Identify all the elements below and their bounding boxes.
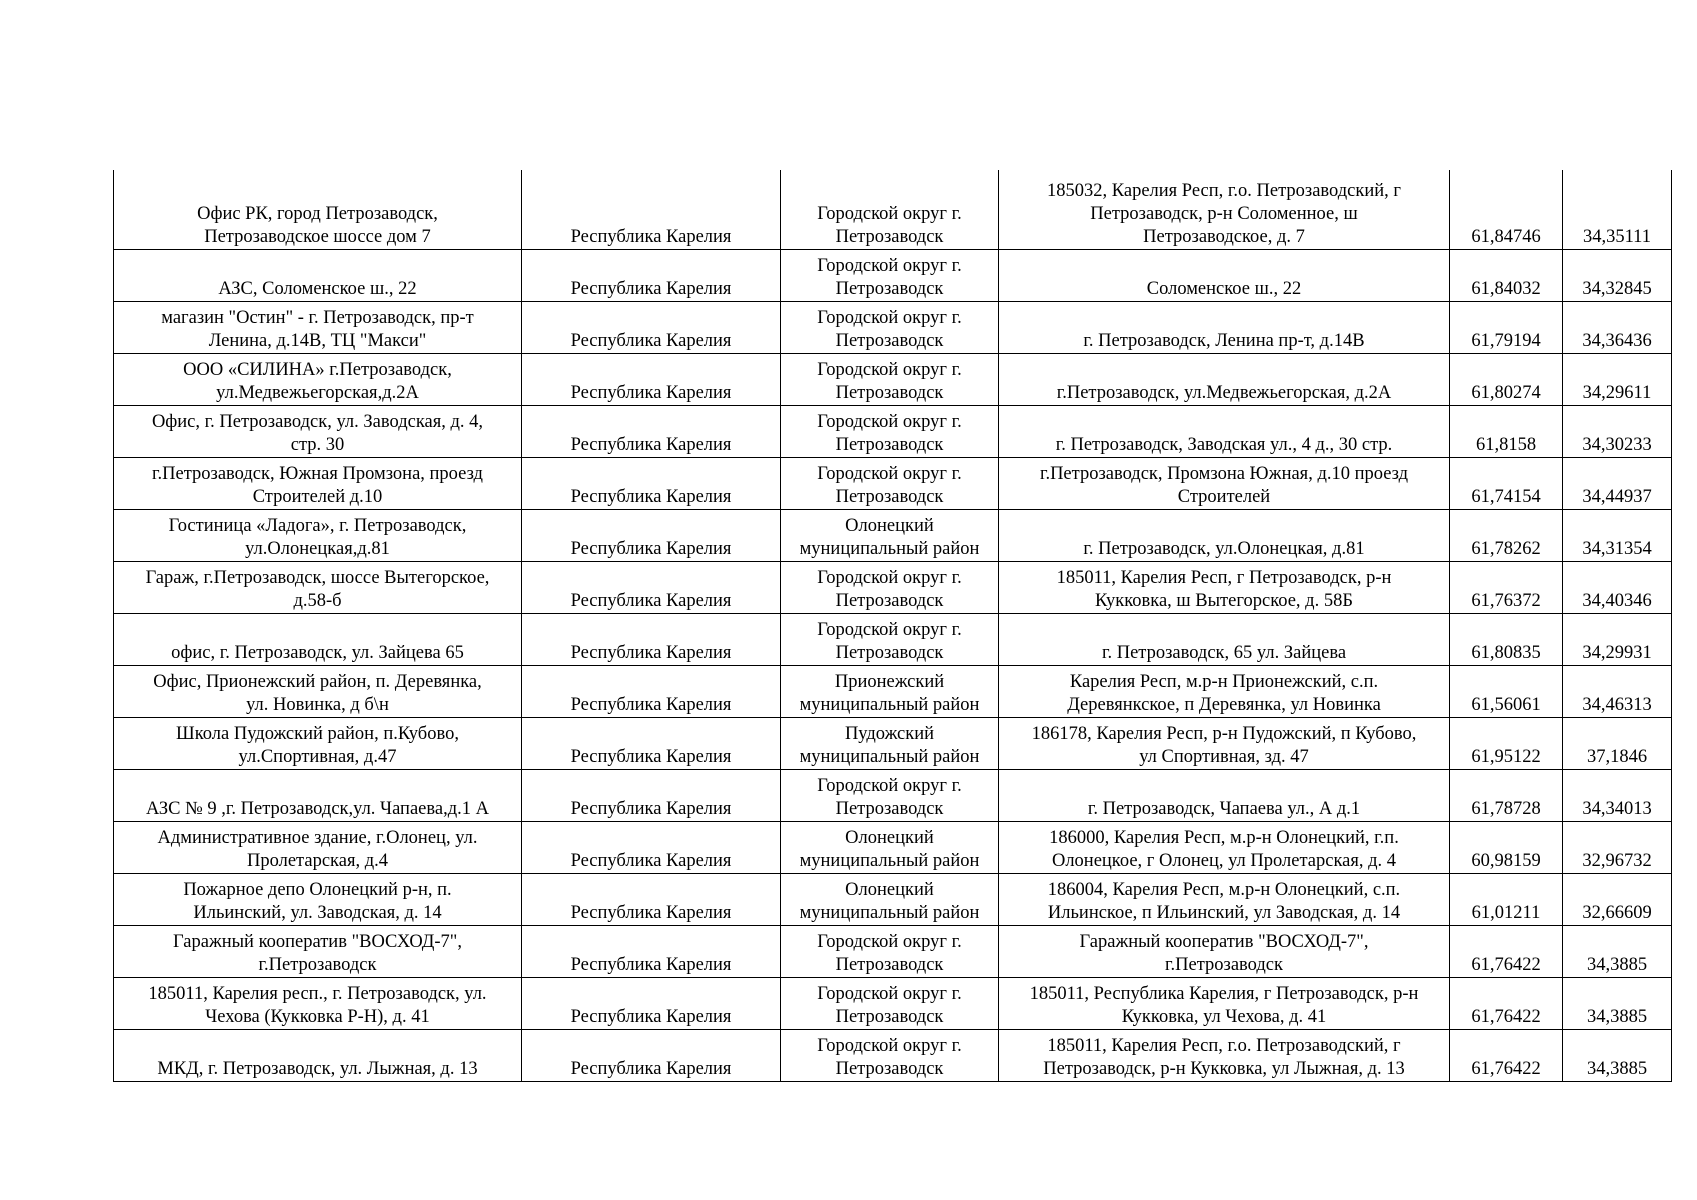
cell-text-line: Офис РК, город Петрозаводск, (197, 204, 438, 224)
cell-text-line: 34,3885 (1586, 1007, 1648, 1027)
cell-text-line: муниципальный район (799, 851, 980, 871)
cell-text-line: 34,3885 (1586, 1059, 1648, 1079)
cell-text-line: 61,84746 (1471, 227, 1541, 247)
longitude-cell (1563, 614, 1672, 666)
cell-text-line: 61,78262 (1471, 539, 1541, 559)
object-name-cell (114, 666, 522, 718)
longitude-cell (1563, 406, 1672, 458)
district-cell (781, 170, 999, 250)
cell-text-line: 32,66609 (1582, 903, 1652, 923)
address-cell (999, 822, 1450, 874)
cell-text-line: Прионежский (834, 672, 945, 692)
longitude-cell (1563, 874, 1672, 926)
longitude-cell (1563, 354, 1672, 406)
cell-text-line: г.Петрозаводск (258, 955, 377, 975)
cell-text-line: Республика Карелия (570, 435, 732, 455)
region-cell (522, 874, 781, 926)
latitude-cell (1450, 354, 1563, 406)
district-cell (781, 1030, 999, 1082)
cell-text-line: г. Петрозаводск, Чапаева ул., А д.1 (1087, 799, 1361, 819)
cell-text-line: 34,29611 (1582, 383, 1652, 403)
table-row (114, 822, 1672, 874)
cell-text-line: Петрозаводск (835, 383, 944, 403)
address-cell (999, 170, 1450, 250)
cell-text-line: Городской округ г. (817, 932, 962, 952)
district-cell (781, 822, 999, 874)
cell-text-line: Городской округ г. (817, 360, 962, 380)
address-cell (999, 978, 1450, 1030)
table-row (114, 354, 1672, 406)
cell-text-line: Республика Карелия (570, 227, 732, 247)
object-name-cell (114, 1030, 522, 1082)
cell-text-line: Олонецкий (845, 516, 934, 536)
object-name-cell (114, 458, 522, 510)
latitude-cell (1450, 666, 1563, 718)
cell-text-line: Петрозаводск (835, 227, 944, 247)
object-name-cell (114, 614, 522, 666)
table-row (114, 614, 1672, 666)
table-row (114, 666, 1672, 718)
district-cell (781, 302, 999, 354)
region-cell (522, 302, 781, 354)
table-row (114, 1030, 1672, 1082)
object-name-cell (114, 170, 522, 250)
latitude-cell (1450, 250, 1563, 302)
longitude-cell (1563, 770, 1672, 822)
cell-text-line: ул.Олонецкая,д.81 (245, 539, 390, 559)
longitude-cell (1563, 458, 1672, 510)
longitude-cell (1563, 822, 1672, 874)
latitude-cell (1450, 562, 1563, 614)
cell-text-line: Петрозаводск (835, 955, 944, 975)
cell-text-line: Гараж, г.Петрозаводск, шоссе Вытегорское, (145, 568, 490, 588)
latitude-cell (1450, 770, 1563, 822)
region-cell (522, 354, 781, 406)
cell-text-line: Петрозаводск (835, 331, 944, 351)
object-name-cell (114, 770, 522, 822)
latitude-cell (1450, 406, 1563, 458)
cell-text-line: Республика Карелия (570, 331, 732, 351)
address-cell (999, 510, 1450, 562)
cell-text-line: 61,80835 (1471, 643, 1541, 663)
latitude-cell (1450, 822, 1563, 874)
cell-text-line: Карелия Респ, м.р-н Прионежский, с.п. (1069, 672, 1379, 692)
region-cell (522, 562, 781, 614)
longitude-cell (1563, 510, 1672, 562)
region-cell (522, 510, 781, 562)
latitude-cell (1450, 718, 1563, 770)
cell-text-line: г.Петрозаводск (1165, 955, 1283, 975)
region-cell (522, 978, 781, 1030)
region-cell (522, 614, 781, 666)
district-cell (781, 614, 999, 666)
cell-text-line: 34,35111 (1582, 227, 1651, 247)
object-name-cell (114, 926, 522, 978)
cell-text-line: ул. Новинка, д б\н (246, 695, 389, 715)
longitude-cell (1563, 1030, 1672, 1082)
cell-text-line: 61,95122 (1471, 747, 1541, 767)
cell-text-line: Городской округ г. (817, 308, 962, 328)
cell-text-line: 37,1846 (1586, 747, 1648, 767)
cell-text-line: Пролетарская, д.4 (246, 851, 388, 871)
cell-text-line: Республика Карелия (570, 591, 732, 611)
cell-text-line: Чехова (Кукковка Р-Н), д. 41 (205, 1007, 430, 1027)
table-row (114, 718, 1672, 770)
cell-text-line: Соломенское ш., 22 (1146, 279, 1302, 299)
cell-text-line: Пудожский (844, 724, 935, 744)
cell-text-line: Петрозаводск, р-н Кукковка, ул Лыжная, д. 13 (1043, 1059, 1405, 1079)
cell-text-line: г. Петрозаводск, 65 ул. Зайцева (1101, 643, 1347, 663)
table-row (114, 562, 1672, 614)
registry-table (113, 170, 1672, 1082)
cell-text-line: Петрозаводск, р-н Соломенное, ш (1090, 204, 1358, 224)
cell-text-line: г. Петрозаводск, ул.Олонецкая, д.81 (1083, 539, 1365, 559)
cell-text-line: Олонецкое, г Олонец, ул Пролетарская, д. 4 (1051, 851, 1397, 871)
cell-text-line: Ленина, д.14В, ТЦ "Макси" (208, 331, 427, 351)
object-name-cell (114, 978, 522, 1030)
cell-text-line: муниципальный район (799, 539, 980, 559)
cell-text-line: Олонецкий (845, 880, 934, 900)
cell-text-line: Городской округ г. (817, 776, 962, 796)
table-row (114, 406, 1672, 458)
cell-text-line: 61,76422 (1471, 1007, 1541, 1027)
cell-text-line: Ильинское, п Ильинский, ул Заводская, д. 14 (1047, 903, 1401, 923)
address-cell (999, 614, 1450, 666)
cell-text-line: МКД, г. Петрозаводск, ул. Лыжная, д. 13 (157, 1059, 478, 1079)
cell-text-line: Петрозаводск (835, 435, 944, 455)
object-name-cell (114, 354, 522, 406)
address-cell (999, 250, 1450, 302)
cell-text-line: АЗС, Соломенское ш., 22 (218, 279, 417, 299)
cell-text-line: 61,74154 (1471, 487, 1541, 507)
cell-text-line: Петрозаводск (835, 799, 944, 819)
latitude-cell (1450, 170, 1563, 250)
latitude-cell (1450, 926, 1563, 978)
longitude-cell (1563, 562, 1672, 614)
cell-text-line: 34,3885 (1586, 955, 1648, 975)
longitude-cell (1563, 302, 1672, 354)
cell-text-line: ул Спортивная, зд. 47 (1139, 747, 1309, 767)
cell-text-line: 32,96732 (1582, 851, 1652, 871)
latitude-cell (1450, 458, 1563, 510)
region-cell (522, 770, 781, 822)
cell-text-line: Гаражный кооператив "ВОСХОД-7", (1079, 932, 1369, 952)
object-name-cell (114, 510, 522, 562)
cell-text-line: д.58-б (293, 591, 342, 611)
district-cell (781, 978, 999, 1030)
region-cell (522, 822, 781, 874)
cell-text-line: г.Петрозаводск, Промзона Южная, д.10 проезд (1039, 464, 1409, 484)
region-cell (522, 406, 781, 458)
cell-text-line: Городской округ г. (817, 620, 962, 640)
cell-text-line: Ильинский, ул. Заводская, д. 14 (193, 903, 442, 923)
cell-text-line: Кукковка, ш Вытегорское, д. 58Б (1095, 591, 1353, 611)
cell-text-line: 186000, Карелия Респ, м.р-н Олонецкий, г.п. (1049, 828, 1399, 848)
cell-text-line: офис, г. Петрозаводск, ул. Зайцева 65 (171, 643, 464, 663)
cell-text-line: Республика Карелия (570, 1059, 732, 1079)
cell-text-line: г. Петрозаводск, Ленина пр-т, д.14В (1083, 331, 1365, 351)
cell-text-line: 61,76372 (1471, 591, 1541, 611)
region-cell (522, 250, 781, 302)
cell-text-line: 185011, Карелия Респ, г.о. Петрозаводский, г (1047, 1036, 1401, 1056)
district-cell (781, 562, 999, 614)
cell-text-line: 34,29931 (1582, 643, 1652, 663)
cell-text-line: 60,98159 (1471, 851, 1541, 871)
region-cell (522, 170, 781, 250)
cell-text-line: стр. 30 (290, 435, 345, 455)
cell-text-line: Кукковка, ул Чехова, д. 41 (1121, 1007, 1327, 1027)
region-cell (522, 458, 781, 510)
cell-text-line: 34,36436 (1582, 331, 1652, 351)
cell-text-line: Деревянкское, п Деревянка, ул Новинка (1067, 695, 1381, 715)
longitude-cell (1563, 926, 1672, 978)
cell-text-line: Офис, Прионежский район, п. Деревянка, (153, 672, 482, 692)
latitude-cell (1450, 874, 1563, 926)
cell-text-line: 34,40346 (1582, 591, 1652, 611)
cell-text-line: Школа Пудожский район, п.Кубово, (176, 724, 459, 744)
cell-text-line: ул.Медвежьегорская,д.2А (216, 383, 419, 403)
cell-text-line: Петрозаводск (835, 487, 944, 507)
object-name-cell (114, 250, 522, 302)
address-cell (999, 302, 1450, 354)
cell-text-line: Республика Карелия (570, 695, 732, 715)
cell-text-line: Городской округ г. (817, 204, 962, 224)
cell-text-line: г.Петрозаводск, Южная Промзона, проезд (152, 464, 483, 484)
cell-text-line: 185011, Республика Карелия, г Петрозаводск, р-н (1029, 984, 1419, 1004)
cell-text-line: Строителей д.10 (252, 487, 383, 507)
cell-text-line: г.Петрозаводск, ул.Медвежьегорская, д.2А (1056, 383, 1392, 403)
address-cell (999, 562, 1450, 614)
cell-text-line: Петрозаводск (835, 1007, 944, 1027)
latitude-cell (1450, 614, 1563, 666)
cell-text-line: 61,84032 (1471, 279, 1541, 299)
cell-text-line: Строителей (1177, 487, 1271, 507)
address-cell (999, 926, 1450, 978)
object-name-cell (114, 718, 522, 770)
cell-text-line: 185011, Карелия респ., г. Петрозаводск, ул. (148, 984, 487, 1004)
cell-text-line: Олонецкий (845, 828, 934, 848)
cell-text-line: 61,78728 (1471, 799, 1541, 819)
address-cell (999, 354, 1450, 406)
cell-text-line: ООО «СИЛИНА» г.Петрозаводск, (183, 360, 452, 380)
cell-text-line: ул.Спортивная, д.47 (238, 747, 397, 767)
table-row (114, 978, 1672, 1030)
table-row (114, 770, 1672, 822)
cell-text-line: Административное здание, г.Олонец, ул. (157, 828, 478, 848)
cell-text-line: муниципальный район (799, 695, 980, 715)
cell-text-line: Республика Карелия (570, 643, 732, 663)
address-cell (999, 406, 1450, 458)
cell-text-line: магазин "Остин" - г. Петрозаводск, пр-т (161, 308, 474, 328)
cell-text-line: 34,44937 (1582, 487, 1652, 507)
cell-text-line: Петрозаводск (835, 1059, 944, 1079)
district-cell (781, 874, 999, 926)
district-cell (781, 718, 999, 770)
object-name-cell (114, 874, 522, 926)
table-row (114, 874, 1672, 926)
cell-text-line: Петрозаводск (835, 591, 944, 611)
cell-text-line: Городской округ г. (817, 568, 962, 588)
cell-text-line: 34,46313 (1582, 695, 1652, 715)
cell-text-line: 61,76422 (1471, 1059, 1541, 1079)
longitude-cell (1563, 250, 1672, 302)
longitude-cell (1563, 170, 1672, 250)
cell-text-line: 61,56061 (1471, 695, 1541, 715)
district-cell (781, 770, 999, 822)
object-name-cell (114, 562, 522, 614)
address-cell (999, 666, 1450, 718)
cell-text-line: 186004, Карелия Респ, м.р-н Олонецкий, с.п. (1047, 880, 1401, 900)
address-cell (999, 458, 1450, 510)
object-name-cell (114, 302, 522, 354)
region-cell (522, 1030, 781, 1082)
latitude-cell (1450, 510, 1563, 562)
cell-text-line: АЗС № 9 ,г. Петрозаводск,ул. Чапаева,д.1 А (146, 799, 489, 819)
cell-text-line: Петрозаводское шоссе дом 7 (204, 227, 431, 247)
table-row (114, 458, 1672, 510)
cell-text-line: 185011, Карелия Респ, г Петрозаводск, р-н (1056, 568, 1392, 588)
cell-text-line: 61,80274 (1471, 383, 1541, 403)
cell-text-line: муниципальный район (799, 747, 980, 767)
cell-text-line: Городской округ г. (817, 1036, 962, 1056)
address-cell (999, 874, 1450, 926)
cell-text-line: 34,34013 (1582, 799, 1652, 819)
table-row (114, 302, 1672, 354)
cell-text-line: 34,32845 (1582, 279, 1652, 299)
cell-text-line: Гаражный кооператив "ВОСХОД-7", (173, 932, 462, 952)
cell-text-line: 61,01211 (1471, 903, 1541, 923)
cell-text-line: 61,76422 (1471, 955, 1541, 975)
cell-text-line: Республика Карелия (570, 279, 732, 299)
region-cell (522, 666, 781, 718)
cell-text-line: Республика Карелия (570, 903, 732, 923)
registry-table-body (114, 170, 1672, 1082)
longitude-cell (1563, 718, 1672, 770)
district-cell (781, 458, 999, 510)
district-cell (781, 406, 999, 458)
cell-text-line: Республика Карелия (570, 383, 732, 403)
table-row (114, 250, 1672, 302)
cell-text-line: 61,8158 (1475, 435, 1537, 455)
address-cell (999, 1030, 1450, 1082)
cell-text-line: Республика Карелия (570, 1007, 732, 1027)
cell-text-line: Гостиница «Ладога», г. Петрозаводск, (168, 516, 467, 536)
region-cell (522, 718, 781, 770)
cell-text-line: Республика Карелия (570, 851, 732, 871)
district-cell (781, 666, 999, 718)
cell-text-line: Петрозаводск (835, 279, 944, 299)
cell-text-line: муниципальный район (799, 903, 980, 923)
latitude-cell (1450, 978, 1563, 1030)
cell-text-line: Республика Карелия (570, 487, 732, 507)
latitude-cell (1450, 1030, 1563, 1082)
district-cell (781, 926, 999, 978)
address-cell (999, 770, 1450, 822)
table-row (114, 926, 1672, 978)
cell-text-line: Республика Карелия (570, 955, 732, 975)
cell-text-line: г. Петрозаводск, Заводская ул., 4 д., 30 стр. (1055, 435, 1393, 455)
cell-text-line: Городской округ г. (817, 256, 962, 276)
cell-text-line: 34,30233 (1582, 435, 1652, 455)
district-cell (781, 510, 999, 562)
cell-text-line: 186178, Карелия Респ, р-н Пудожский, п Кубово, (1031, 724, 1417, 744)
cell-text-line: Республика Карелия (570, 539, 732, 559)
cell-text-line: Петрозаводское, д. 7 (1143, 227, 1305, 247)
cell-text-line: Офис, г. Петрозаводск, ул. Заводская, д. 4, (151, 412, 484, 432)
district-cell (781, 250, 999, 302)
address-cell (999, 718, 1450, 770)
object-name-cell (114, 406, 522, 458)
cell-text-line: Пожарное депо Олонецкий р-н, п. (183, 880, 452, 900)
longitude-cell (1563, 666, 1672, 718)
table-row (114, 170, 1672, 250)
longitude-cell (1563, 978, 1672, 1030)
cell-text-line: Городской округ г. (817, 464, 962, 484)
cell-text-line: Городской округ г. (817, 412, 962, 432)
object-name-cell (114, 822, 522, 874)
cell-text-line: 61,79194 (1471, 331, 1541, 351)
table-row (114, 510, 1672, 562)
cell-text-line: Петрозаводск (835, 643, 944, 663)
cell-text-line: Республика Карелия (570, 799, 732, 819)
cell-text-line: 34,31354 (1582, 539, 1652, 559)
region-cell (522, 926, 781, 978)
cell-text-line: Городской округ г. (817, 984, 962, 1004)
latitude-cell (1450, 302, 1563, 354)
cell-text-line: Республика Карелия (570, 747, 732, 767)
district-cell (781, 354, 999, 406)
cell-text-line: 185032, Карелия Респ, г.о. Петрозаводский, г (1047, 181, 1401, 201)
